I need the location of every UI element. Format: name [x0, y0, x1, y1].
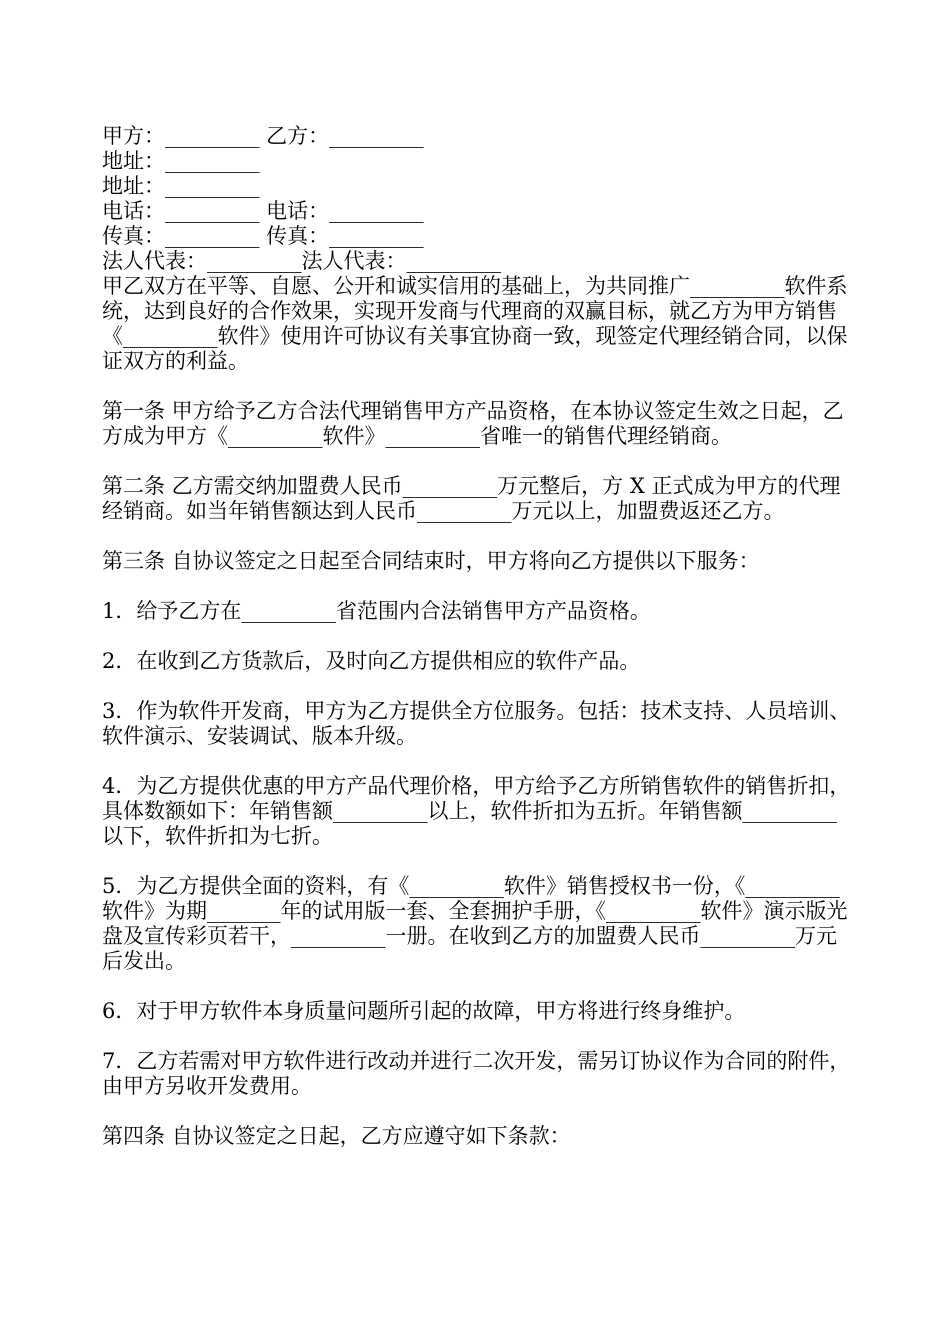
article-3: 第三条 自协议签定之日起至合同结束时，甲方将向乙方提供以下服务： [102, 549, 760, 573]
party-line-name: 甲方：_________ 乙方：_________ [102, 124, 424, 148]
party-line-phone: 电话：_________ 电话：_________ [102, 199, 424, 223]
party-line-legal-rep: 法人代表：_________法人代表：_________ [102, 249, 501, 273]
service-item-4: 4．为乙方提供优惠的甲方产品代理价格，甲方给予乙方所销售软件的销售折扣，具体数额如下：年销售额_________以上，软件折扣为五折。年销售额_________以下，软件折扣为七折。 [102, 774, 851, 848]
spacer [102, 974, 854, 999]
service-item-7: 7．乙方若需对甲方软件进行改动并进行二次开发，需另订协议作为合同的附件，由甲方另收开发费用。 [102, 1049, 851, 1098]
article-1: 第一条 甲方给予乙方合法代理销售甲方产品资格，在本协议签定生效之日起，乙方成为甲方《_________软件》_________省唯一的销售代理经销商。 [102, 399, 844, 448]
article-2: 第二条 乙方需交纳加盟费人民币_________万元整后，方 X 正式成为甲方的代理经销商。如当年销售额达到人民币_________万元以上，加盟费返还乙方。 [102, 474, 841, 523]
spacer [102, 749, 854, 774]
party-line-fax: 传真：_________ 传真：_________ [102, 224, 424, 248]
contract-document [102, 124, 854, 1149]
spacer [102, 449, 854, 474]
intro-paragraph: 甲乙双方在平等、自愿、公开和诚实信用的基础上，为共同推广_________软件系统，达到良好的合作效果，实现开发商与代理商的双赢目标，就乙方为甲方销售《_________软件》使用许可协议有关事宜协商一致，现签定代理经销合同，以保证双方的利益。 [102, 274, 848, 373]
party-line-address-a: 地址：_________ [102, 149, 260, 173]
spacer [102, 1099, 854, 1124]
spacer [102, 1024, 854, 1049]
spacer [102, 374, 854, 399]
party-line-address-b: 地址：_________ [102, 174, 260, 198]
service-item-5: 5．为乙方提供全面的资料，有《_________软件》销售授权书一份，《_________软件》为期_______年的试用版一套、全套拥护手册，《_________软件》演示版光盘及宣传彩页若干，_________一册。在收到乙方的加盟费人民币_________万元后发出。 [102, 874, 848, 973]
spacer [102, 674, 854, 699]
spacer [102, 524, 854, 549]
service-item-6: 6．对于甲方软件本身质量问题所引起的故障，甲方将进行终身维护。 [102, 999, 746, 1023]
spacer [102, 574, 854, 599]
service-item-1: 1．给予乙方在_________省范围内合法销售甲方产品资格。 [102, 599, 651, 623]
service-item-2: 2．在收到乙方货款后，及时向乙方提供相应的软件产品。 [102, 649, 641, 673]
service-item-3: 3．作为软件开发商，甲方为乙方提供全方位服务。包括：技术支持、人员培训、软件演示、安装调试、版本升级。 [102, 699, 851, 748]
spacer [102, 849, 854, 874]
article-4: 第四条 自协议签定之日起，乙方应遵守如下条款： [102, 1124, 571, 1148]
party-info-block [102, 124, 854, 274]
spacer [102, 624, 854, 649]
